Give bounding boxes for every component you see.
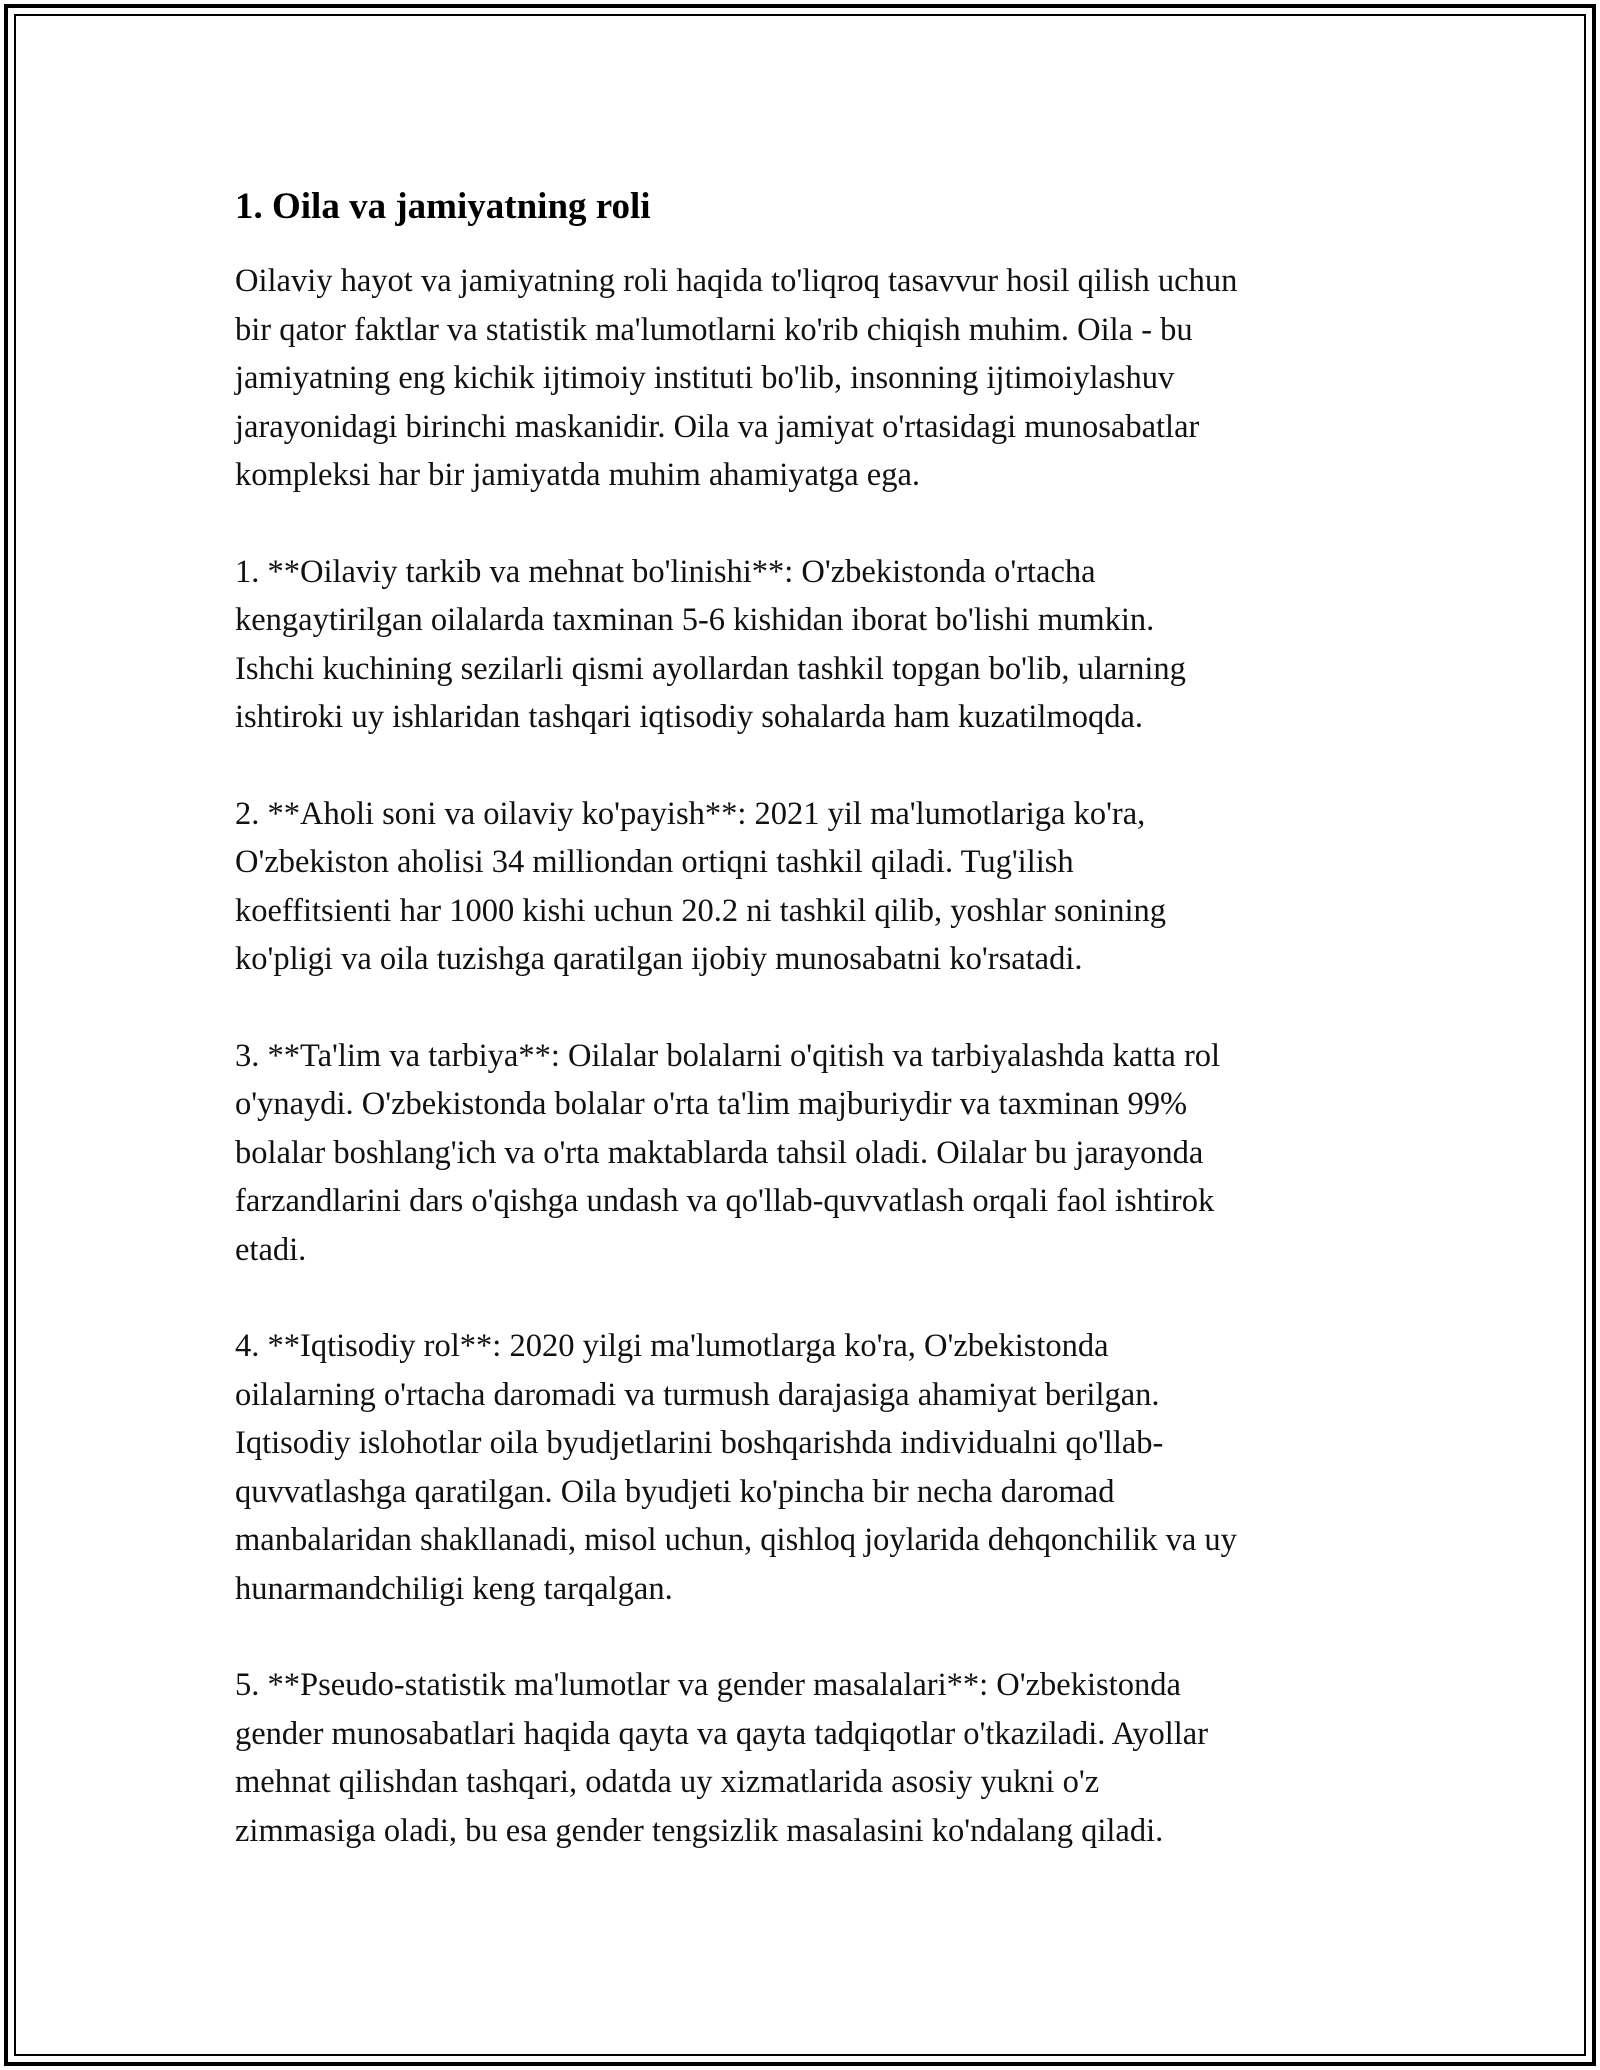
list-item-gender-issues: 5. **Pseudo-statistik ma'lumotlar va gender masalalari**: O'zbekistonda gender munosabatlari haqida qayta va qayta tadqiqotlar o'tkaziladi. Ayollar mehnat qilishdan tashqari, odatda uy xizmatlarida asosiy yukni o'z zimmasiga oladi, bu esa gender tengsizlik masalasini ko'ndalang qiladi. (235, 1667, 1209, 1849)
intro-paragraph: Oilaviy hayot va jamiyatning roli haqida to'liqroq tasavvur hosil qilish uchun bir qator faktlar va statistik ma'lumotlarni ko'rib chiqish muhim. Oila - bu jamiyatning eng kichik ijtimoiy instituti bo'lib, insonning ijtimoiylashuv jarayonidagi birinchi maskanidir. Oila va jamiyat o'rtasidagi munosabatlar kompleksi har bir jamiyatda muhim ahamiyatga ega. (235, 263, 1238, 493)
section-heading: 1. Oila va jamiyatning roli (235, 186, 651, 227)
document-body (235, 183, 1395, 1903)
list-item-education: 3. **Ta'lim va tarbiya**: Oilalar bolalarni o'qitish va tarbiyalashda katta rol o'ynaydi. O'zbekistonda bolalar o'rta ta'lim majburiydir va taxminan 99% bolalar boshlang'ich va o'rta maktablarda tahsil oladi. Oilalar bu jarayonda farzandlarini dars o'qishga undash va qo'llab-quvvatlash orqali faol ishtirok etadi. (235, 1037, 1221, 1268)
list-item-economic-role: 4. **Iqtisodiy rol**: 2020 yilgi ma'lumotlarga ko'ra, O'zbekistonda oilalarning o'rtacha daromadi va turmush darajasiga ahamiyat berilgan. Iqtisodiy islohotlar oila byudjetlarini boshqarishda individualni qo'llab- quvvatlashga qaratilgan. Oila byudjeti ko'pincha bir necha daromad manbalaridan shakllanadi, misol uchun, qishloq joylarida dehqonchilik va uy hunarmandchiligi keng tarqalgan. (235, 1328, 1237, 1607)
list-item-population: 2. **Aholi soni va oilaviy ko'payish**: 2021 yil ma'lumotlariga ko'ra, O'zbekiston aholisi 34 milliondan ortiqni tashkil qiladi. Tug'ilish koeffitsienti har 1000 kishi uchun 20.2 ni tashkil qilib, yoshlar sonining ko'pligi va oila tuzishga qaratilgan ijobiy munosabatni ko'rsatadi. (235, 795, 1166, 977)
list-item-family-structure: 1. **Oilaviy tarkib va mehnat bo'linishi**: O'zbekistonda o'rtacha kengaytirilgan oilalarda taxminan 5-6 kishidan iborat bo'lishi mumkin. Ishchi kuchining sezilarli qismi ayollardan tashkil topgan bo'lib, ularning ishtiroki uy ishlaridan tashqari iqtisodiy sohalarda ham kuzatilmoqda. (235, 553, 1186, 735)
